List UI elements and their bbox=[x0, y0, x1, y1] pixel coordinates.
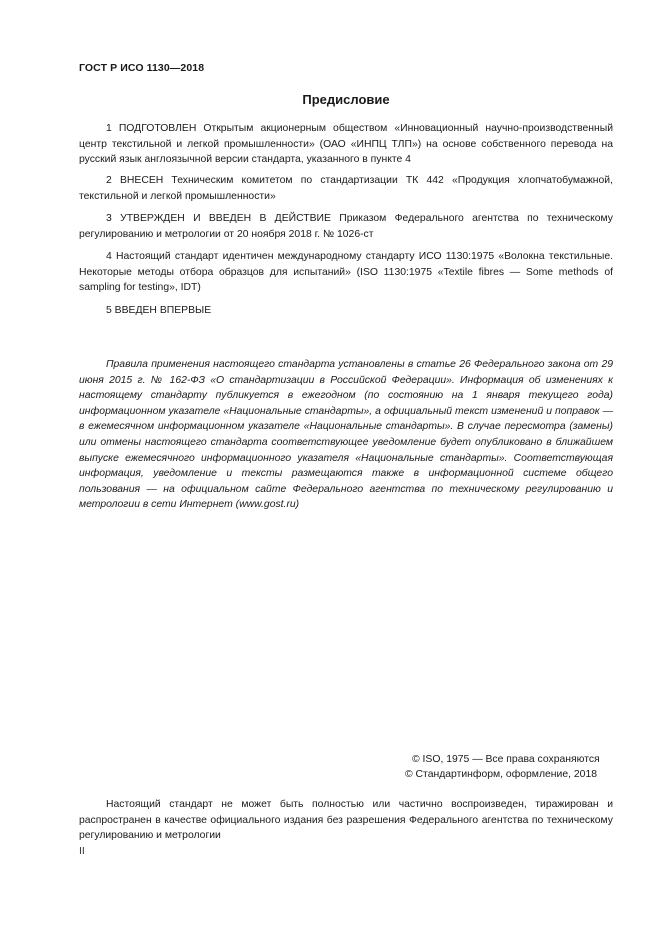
preface-title: Предисловие bbox=[302, 92, 390, 107]
copyright-standartinform: © Стандартинформ, оформление, 2018 bbox=[405, 769, 598, 780]
copyright-iso: © ISO, 1975 — Все права сохраняются bbox=[412, 754, 600, 765]
document-code: ГОСТ Р ИСО 1130—2018 bbox=[79, 62, 205, 74]
preface-item-2: 2 ВНЕСЕН Техническим комитетом по стандартизации ТК 442 «Продукция хлопчатобумажной, текстильной и легкой промышленности» bbox=[79, 175, 613, 202]
preface-item-1: 1 ПОДГОТОВЛЕН Открытым акционерным обществом «Инновационный научно-производственный центр текстильной и легкой промышленности» (ОАО «ИНПЦ ТЛП») на основе собственного перевода на русский язык англоязычной версии стандарта, указанного в пункте 4 bbox=[79, 123, 613, 165]
preface-item-3: 3 УТВЕРЖДЕН И ВВЕДЕН В ДЕЙСТВИЕ Приказом Федерального агентства по техническому регулированию и метрологии от 20 ноября 2018 г. № 1026-ст bbox=[79, 213, 613, 240]
preface-item-5: 5 ВВЕДЕН ВПЕРВЫЕ bbox=[106, 305, 212, 316]
page-number: II bbox=[79, 845, 85, 857]
reproduction-notice: Настоящий стандарт не может быть полностью или частично воспроизведен, тиражирован и распространен в качестве официального издания без разрешения Федерального агентства по техническому регулированию и метрологии bbox=[79, 799, 613, 841]
preface-item-4: 4 Настоящий стандарт идентичен международному стандарту ИСО 1130:1975 «Волокна текстильные. Некоторые методы отбора образцов для испытаний» (ISO 1130:1975 «Textile fibres — Some methods of sampling for testing», IDT) bbox=[79, 251, 613, 293]
application-rules-text: Правила применения настоящего стандарта установлены в статье 26 Федерального закона от 29 июня 2015 г. № 162-ФЗ «О стандартизации в Российской Федерации». Информация об изменениях к настоящему стандарту публикуется в ежегодном (по состоянию на 1 января текущего года) информационном указателе «Национальные стандарты», а официальный текст изменений и поправок — в ежемесячном информационном указателе «Национальные стандарты». В случае пересмотра (замены) или отмены настоящего стандарта соответствующее уведомление будет опубликовано в ближайшем выпуске ежемесячного информационного указателя «Национальные стандарты». Соответствующая информация, уведомление и тексты размещаются также в информационной системе общего пользования — на официальном сайте Федерального агентства по техническому регулированию и метрологии в сети Интернет (www.gost.ru) bbox=[79, 359, 613, 511]
